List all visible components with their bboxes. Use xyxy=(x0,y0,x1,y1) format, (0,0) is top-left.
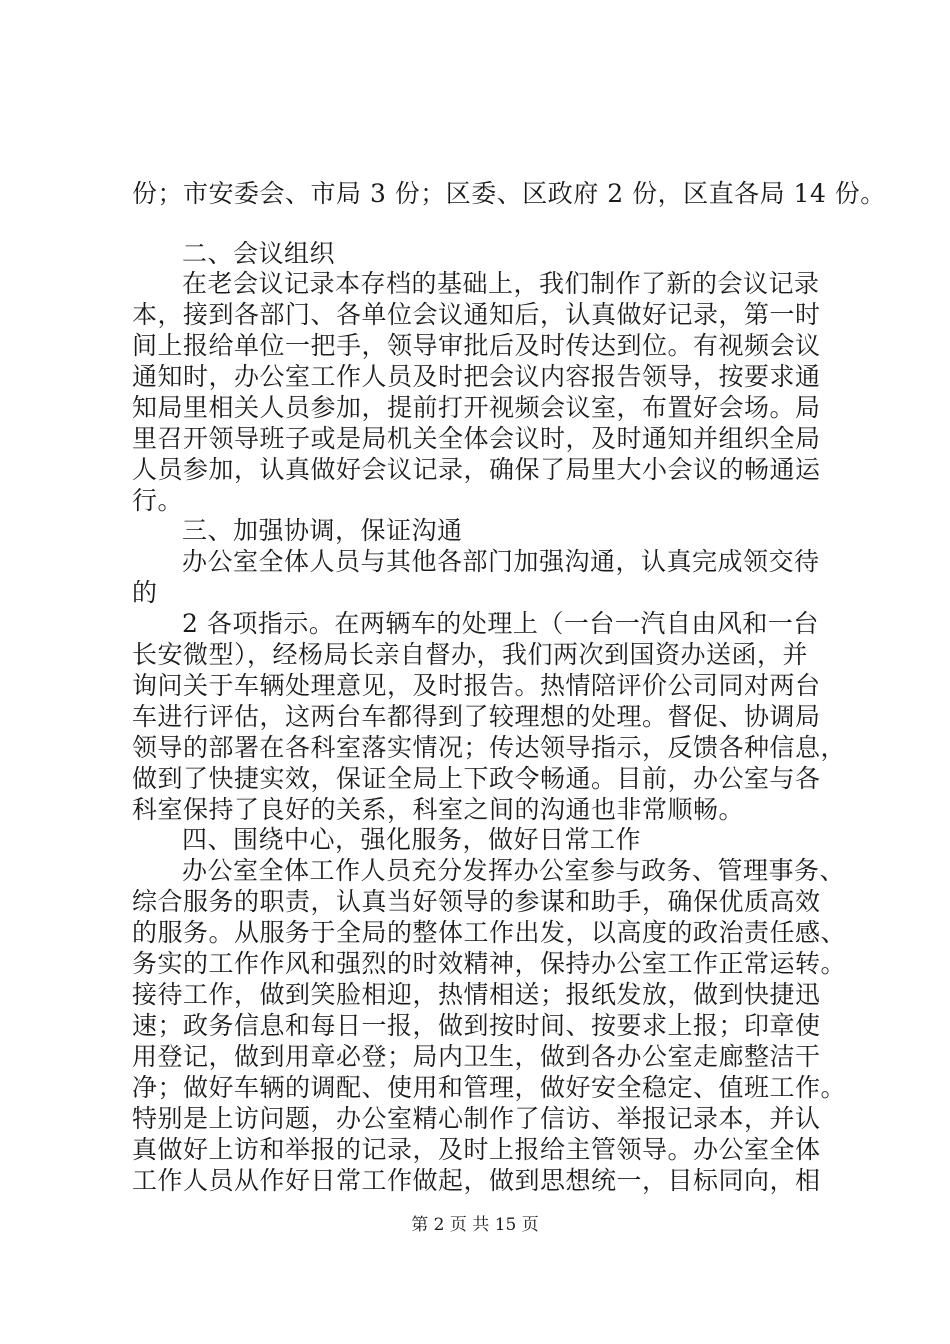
paragraph-line: 人员参加，认真做好会议记录，确保了局里大小会议的畅通运 xyxy=(132,455,821,484)
paragraph-line: 里召开领导班子或是局机关全体会议时，及时通知并组织全局 xyxy=(132,424,821,453)
paragraph-line: 的服务。从服务于全局的整体工作出发，以高度的政治责任感、 xyxy=(132,918,847,947)
paragraph-line: 车进行评估，这两台车都得到了较理想的处理。督促、协调局 xyxy=(132,702,821,731)
paragraph-line: 净；做好车辆的调配、使用和管理，做好安全稳定、值班工作。 xyxy=(132,1073,847,1102)
paragraph-line: 务实的工作作风和强烈的时效精神，保持办公室工作正常运转。 xyxy=(132,949,847,978)
paragraph-line: 科室保持了良好的关系，科室之间的沟通也非常顺畅。 xyxy=(132,795,745,824)
paragraph-line: 综合服务的职责，认真当好领导的参谋和助手，确保优质高效 xyxy=(132,887,821,916)
page-footer: 第 2 页 共 15 页 xyxy=(411,1215,539,1235)
paragraph-line: 用登记，做到用章必登；局内卫生，做到各办公室走廊整洁干 xyxy=(132,1042,821,1071)
paragraph-line: 的 xyxy=(132,578,158,607)
paragraph-line: 做到了快捷实效，保证全局上下政令畅通。目前，办公室与各 xyxy=(132,764,821,793)
paragraph-line: 通知时，办公室工作人员及时把会议内容报告领导，按要求通 xyxy=(132,362,821,391)
paragraph-line: 领导的部署在各科室落实情况；传达领导指示，反馈各种信息， xyxy=(132,733,847,762)
paragraph-line: 在老会议记录本存档的基础上，我们制作了新的会议记录 xyxy=(182,269,820,298)
paragraph-line: 行。 xyxy=(132,486,184,515)
paragraph-line: 询问关于车辆处理意见，及时报告。热情陪评价公司同对两台 xyxy=(132,671,821,700)
paragraph-line: 办公室全体工作人员充分发挥办公室参与政务、管理事务、 xyxy=(182,856,846,885)
section-heading: 四、围绕中心，强化服务，做好日常工作 xyxy=(182,825,642,854)
paragraph-line: 间上报给单位一把手，领导审批后及时传达到位。有视频会议 xyxy=(132,331,821,360)
paragraph-line: 办公室全体人员与其他各部门加强沟通，认真完成领交待 xyxy=(182,547,820,576)
paragraph-line: 知局里相关人员参加，提前打开视频会议室，布置好会场。局 xyxy=(132,393,821,422)
paragraph-line: 工作人员从作好日常工作做起，做到思想统一，目标同向，相 xyxy=(132,1166,821,1195)
paragraph-line: 真做好上访和举报的记录，及时上报给主管领导。办公室全体 xyxy=(132,1135,821,1164)
paragraph-line: 速；政务信息和每日一报，做到按时间、按要求上报；印章使 xyxy=(132,1011,821,1040)
paragraph-line: 长安微型），经杨局长亲自督办，我们两次到国资办送函，并 xyxy=(132,640,809,669)
section-heading: 三、加强协调，保证沟通 xyxy=(182,516,463,545)
paragraph-line: 2 各项指示。在两辆车的处理上（一台一汽自由风和一台 xyxy=(182,609,819,638)
paragraph-line: 接待工作，做到笑脸相迎，热情相送；报纸发放，做到快捷迅 xyxy=(132,980,821,1009)
paragraph-line: 份；市安委会、市局 3 份；区委、区政府 2 份，区直各局 14 份。 xyxy=(132,179,886,208)
paragraph-line: 特别是上访问题，办公室精心制作了信访、举报记录本，并认 xyxy=(132,1104,821,1133)
paragraph-line: 本，接到各部门、各单位会议通知后，认真做好记录，第一时 xyxy=(132,300,821,329)
section-heading: 二、会议组织 xyxy=(182,239,336,268)
